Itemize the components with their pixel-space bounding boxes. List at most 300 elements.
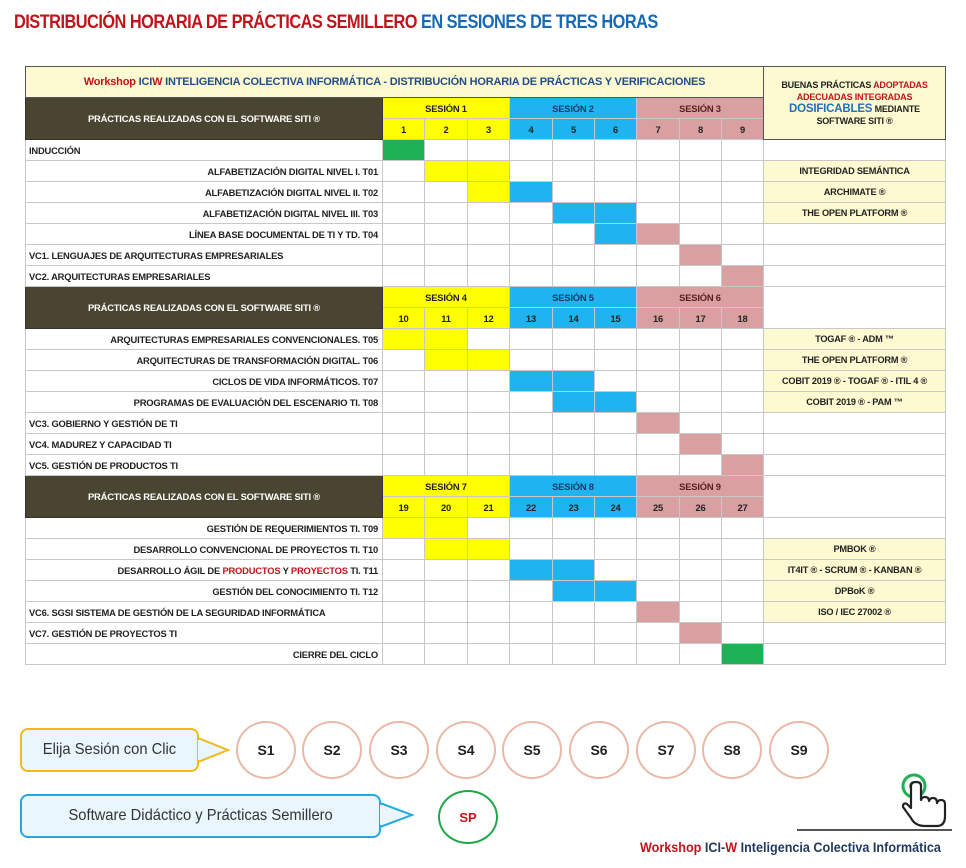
activity-label: INDUCCIÓN <box>26 140 383 161</box>
session-hour-number: 16 <box>637 308 680 329</box>
activity-label: DESARROLLO CONVENCIONAL DE PROYECTOS TI. T10 <box>26 539 383 560</box>
schedule-cell <box>722 518 764 539</box>
table-row <box>26 413 946 434</box>
schedule-cell <box>680 413 722 434</box>
callout-arrow-icon <box>380 801 420 831</box>
schedule-cell <box>510 518 553 539</box>
session-hour-number: 9 <box>722 119 764 140</box>
schedule-cell <box>680 266 722 287</box>
schedule-cell <box>595 413 637 434</box>
schedule-cell <box>510 644 553 665</box>
schedule-cell <box>425 266 468 287</box>
schedule-cell <box>468 266 510 287</box>
schedule-cell <box>637 371 680 392</box>
schedule-cell <box>510 623 553 644</box>
schedule-cell <box>680 518 722 539</box>
schedule-cell <box>722 161 764 182</box>
schedule-cell <box>722 392 764 413</box>
table-row <box>26 623 946 644</box>
schedule-cell <box>595 203 637 224</box>
best-practice-cell: COBIT 2019 ® - PAM ™ <box>764 392 946 413</box>
session-button-s7[interactable]: S7 <box>636 721 696 779</box>
schedule-cell <box>383 581 425 602</box>
table-title-ici: ICIW <box>138 76 163 88</box>
schedule-cell <box>425 413 468 434</box>
schedule-cell <box>383 329 425 350</box>
schedule-cell <box>425 329 468 350</box>
session-hour-number: 26 <box>680 497 722 518</box>
schedule-cell <box>468 182 510 203</box>
best-practice-cell <box>764 476 946 518</box>
table-row <box>26 203 946 224</box>
session-header: SESIÓN 8 <box>510 476 637 497</box>
table-row <box>26 392 946 413</box>
best-practice-cell <box>764 434 946 455</box>
schedule-cell <box>722 182 764 203</box>
schedule-cell <box>383 161 425 182</box>
schedule-cell <box>595 518 637 539</box>
schedule-cell <box>722 644 764 665</box>
best-practices-header: BUENAS PRÁCTICAS ADOPTADAS ADECUADAS INTEGRADAS DOSIFICABLES MEDIANTE SOFTWARE SITI ® <box>764 67 946 140</box>
schedule-cell <box>553 245 595 266</box>
session-hour-number: 20 <box>425 497 468 518</box>
schedule-cell <box>383 350 425 371</box>
schedule-cell <box>637 350 680 371</box>
schedule-cell <box>383 602 425 623</box>
session-header: SESIÓN 3 <box>637 98 764 119</box>
schedule-cell <box>637 602 680 623</box>
schedule-cell <box>468 518 510 539</box>
activity-label: VC7. GESTIÓN DE PROYECTOS TI <box>26 623 383 644</box>
table-title-rest: INTELIGENCIA COLECTIVA INFORMÁTICA - DISTRIBUCIÓN HORARIA DE PRÁCTICAS Y VERIFICACIONES <box>165 76 706 88</box>
session-button-s6[interactable]: S6 <box>569 721 629 779</box>
session-hour-number: 13 <box>510 308 553 329</box>
schedule-cell <box>510 140 553 161</box>
schedule-cell <box>553 518 595 539</box>
schedule-cell <box>553 224 595 245</box>
session-button-s9[interactable]: S9 <box>769 721 829 779</box>
schedule-cell <box>510 329 553 350</box>
activity-label: PROGRAMAS DE EVALUACIÓN DEL ESCENARIO TI. T08 <box>26 392 383 413</box>
schedule-cell <box>680 455 722 476</box>
page-title <box>14 12 658 34</box>
schedule-cell <box>553 329 595 350</box>
schedule-cell <box>510 203 553 224</box>
session-hour-number: 19 <box>383 497 425 518</box>
activity-label: GESTIÓN DEL CONOCIMIENTO TI. T12 <box>26 581 383 602</box>
schedule-cell <box>637 161 680 182</box>
schedule-cell <box>722 140 764 161</box>
schedule-cell <box>637 518 680 539</box>
best-practice-cell: DPBoK ® <box>764 581 946 602</box>
title-part-red: DISTRIBUCIÓN HORARIA DE PRÁCTICAS SEMILLERO <box>14 12 417 33</box>
schedule-cell <box>468 392 510 413</box>
schedule-cell <box>722 371 764 392</box>
activity-label: ALFABETIZACIÓN DIGITAL NIVEL I. T01 <box>26 161 383 182</box>
schedule-cell <box>468 581 510 602</box>
table-row <box>26 518 946 539</box>
session-hour-number: 7 <box>637 119 680 140</box>
schedule-cell <box>510 539 553 560</box>
session-header: SESIÓN 2 <box>510 98 637 119</box>
schedule-cell <box>383 413 425 434</box>
schedule-cell <box>637 581 680 602</box>
activity-label: VC6. SGSI SISTEMA DE GESTIÓN DE LA SEGURIDAD INFORMÁTICA <box>26 602 383 623</box>
schedule-cell <box>553 392 595 413</box>
session-button-s8[interactable]: S8 <box>702 721 762 779</box>
schedule-cell <box>680 539 722 560</box>
schedule-cell <box>637 203 680 224</box>
schedule-cell <box>510 161 553 182</box>
best-practice-cell: INTEGRIDAD SEMÁNTICA <box>764 161 946 182</box>
schedule-cell <box>468 245 510 266</box>
schedule-cell <box>553 371 595 392</box>
schedule-cell <box>637 392 680 413</box>
schedule-cell <box>425 161 468 182</box>
schedule-cell <box>680 161 722 182</box>
schedule-cell <box>383 182 425 203</box>
schedule-cell <box>425 518 468 539</box>
schedule-cell <box>680 623 722 644</box>
schedule-cell <box>383 560 425 581</box>
schedule-cell <box>425 245 468 266</box>
session-hour-number: 8 <box>680 119 722 140</box>
schedule-cell <box>722 203 764 224</box>
schedule-cell <box>553 434 595 455</box>
schedule-cell <box>680 140 722 161</box>
schedule-cell <box>722 560 764 581</box>
schedule-cell <box>722 329 764 350</box>
session-button-s3[interactable]: S3 <box>369 721 429 779</box>
best-practice-cell: THE OPEN PLATFORM ® <box>764 350 946 371</box>
best-practice-cell <box>764 140 946 161</box>
schedule-cell <box>425 224 468 245</box>
session-button-s4[interactable]: S4 <box>436 721 496 779</box>
schedule-cell <box>680 350 722 371</box>
schedule-cell <box>637 140 680 161</box>
schedule-cell <box>637 455 680 476</box>
schedule-cell <box>637 539 680 560</box>
schedule-cell <box>383 203 425 224</box>
activity-label: GESTIÓN DE REQUERIMIENTOS TI. T09 <box>26 518 383 539</box>
schedule-cell <box>722 623 764 644</box>
choose-session-callout <box>20 728 199 772</box>
section-label: PRÁCTICAS REALIZADAS CON EL SOFTWARE SITI ® <box>26 287 383 329</box>
schedule-cell <box>595 560 637 581</box>
schedule-cell <box>425 623 468 644</box>
schedule-cell <box>680 560 722 581</box>
session-header: SESIÓN 5 <box>510 287 637 308</box>
activity-label: ARQUITECTURAS EMPRESARIALES CONVENCIONALES. T05 <box>26 329 383 350</box>
schedule-table <box>25 66 946 665</box>
session-hour-number: 21 <box>468 497 510 518</box>
schedule-cell <box>553 350 595 371</box>
table-row <box>26 455 946 476</box>
best-practice-cell: TOGAF ® - ADM ™ <box>764 329 946 350</box>
schedule-cell <box>468 644 510 665</box>
schedule-cell <box>595 182 637 203</box>
schedule-cell <box>425 392 468 413</box>
table-row <box>26 350 946 371</box>
schedule-cell <box>637 182 680 203</box>
table-title <box>26 67 764 98</box>
best-practice-cell: IT4IT ® - SCRUM ® - KANBAN ® <box>764 560 946 581</box>
schedule-cell <box>680 329 722 350</box>
session-header: SESIÓN 1 <box>383 98 510 119</box>
schedule-cell <box>595 350 637 371</box>
schedule-cell <box>510 266 553 287</box>
schedule-cell <box>637 644 680 665</box>
schedule-cell <box>637 266 680 287</box>
schedule-cell <box>383 434 425 455</box>
schedule-cell <box>510 371 553 392</box>
schedule-cell <box>595 623 637 644</box>
best-practice-cell <box>764 518 946 539</box>
session-hour-number: 22 <box>510 497 553 518</box>
table-row <box>26 581 946 602</box>
schedule-cell <box>722 581 764 602</box>
schedule-cell <box>722 455 764 476</box>
activity-label: ALFABETIZACIÓN DIGITAL NIVEL III. T03 <box>26 203 383 224</box>
schedule-cell <box>595 224 637 245</box>
schedule-cell <box>553 581 595 602</box>
schedule-cell <box>595 434 637 455</box>
session-hour-number: 25 <box>637 497 680 518</box>
hand-pointer-icon <box>897 772 953 830</box>
schedule-cell <box>425 434 468 455</box>
schedule-cell <box>425 203 468 224</box>
schedule-cell <box>425 539 468 560</box>
schedule-cell <box>637 623 680 644</box>
schedule-cell <box>553 455 595 476</box>
software-text: Software Didáctico y Prácticas Semillero <box>68 807 333 824</box>
schedule-cell <box>595 539 637 560</box>
schedule-cell <box>468 413 510 434</box>
schedule-cell <box>722 350 764 371</box>
schedule-cell <box>510 224 553 245</box>
schedule-cell <box>553 140 595 161</box>
activity-label: VC5. GESTIÓN DE PRODUCTOS TI <box>26 455 383 476</box>
schedule-cell <box>553 203 595 224</box>
schedule-cell <box>510 434 553 455</box>
table-row <box>26 539 946 560</box>
schedule-cell <box>553 539 595 560</box>
schedule-cell <box>425 581 468 602</box>
schedule-cell <box>468 455 510 476</box>
schedule-cell <box>510 581 553 602</box>
schedule-cell <box>468 560 510 581</box>
schedule-cell <box>595 329 637 350</box>
best-practice-cell: ARCHIMATE ® <box>764 182 946 203</box>
schedule-cell <box>383 140 425 161</box>
sp-button[interactable]: SP <box>438 790 498 844</box>
schedule-cell <box>468 161 510 182</box>
footer-divider <box>797 829 952 831</box>
schedule-cell <box>510 245 553 266</box>
schedule-cell <box>595 371 637 392</box>
schedule-cell <box>425 560 468 581</box>
best-practice-cell: COBIT 2019 ® - TOGAF ® - ITIL 4 ® <box>764 371 946 392</box>
schedule-cell <box>553 266 595 287</box>
table-row <box>26 560 946 581</box>
best-practice-cell <box>764 623 946 644</box>
session-hour-number: 10 <box>383 308 425 329</box>
session-hour-number: 14 <box>553 308 595 329</box>
table-row <box>26 182 946 203</box>
schedule-cell <box>468 371 510 392</box>
schedule-cell <box>680 224 722 245</box>
schedule-cell <box>722 413 764 434</box>
activity-label: CIERRE DEL CICLO <box>26 644 383 665</box>
schedule-cell <box>553 413 595 434</box>
table-row <box>26 224 946 245</box>
table-title-workshop: Workshop <box>83 76 136 88</box>
schedule-cell <box>637 413 680 434</box>
best-practice-cell <box>764 224 946 245</box>
schedule-cell <box>680 602 722 623</box>
activity-label: CICLOS DE VIDA INFORMÁTICOS. T07 <box>26 371 383 392</box>
session-hour-number: 15 <box>595 308 637 329</box>
session-button-s5[interactable]: S5 <box>502 721 562 779</box>
schedule-cell <box>468 350 510 371</box>
table-row <box>26 329 946 350</box>
activity-label: LÍNEA BASE DOCUMENTAL DE TI Y TD. T04 <box>26 224 383 245</box>
schedule-cell <box>383 623 425 644</box>
schedule-cell <box>468 203 510 224</box>
schedule-cell <box>468 602 510 623</box>
session-hour-number: 18 <box>722 308 764 329</box>
schedule-cell <box>637 560 680 581</box>
activity-label: VC1. LENGUAJES DE ARQUITECTURAS EMPRESARIALES <box>26 245 383 266</box>
schedule-cell <box>722 245 764 266</box>
schedule-cell <box>637 224 680 245</box>
schedule-cell <box>553 602 595 623</box>
schedule-cell <box>553 623 595 644</box>
best-practice-cell <box>764 266 946 287</box>
schedule-cell <box>383 371 425 392</box>
schedule-cell <box>680 203 722 224</box>
title-part-blue: EN SESIONES DE TRES HORAS <box>420 12 658 33</box>
session-hour-number: 17 <box>680 308 722 329</box>
schedule-cell <box>425 182 468 203</box>
schedule-cell <box>425 350 468 371</box>
session-hour-number: 1 <box>383 119 425 140</box>
schedule-cell <box>722 434 764 455</box>
schedule-cell <box>595 644 637 665</box>
schedule-cell <box>680 371 722 392</box>
schedule-cell <box>722 602 764 623</box>
schedule-cell <box>425 455 468 476</box>
schedule-cell <box>383 539 425 560</box>
table-row <box>26 644 946 665</box>
table-row <box>26 245 946 266</box>
best-practice-cell <box>764 245 946 266</box>
session-hour-number: 24 <box>595 497 637 518</box>
session-hour-number: 12 <box>468 308 510 329</box>
schedule-cell <box>595 581 637 602</box>
schedule-cell <box>510 413 553 434</box>
software-callout <box>20 794 381 838</box>
schedule-cell <box>595 266 637 287</box>
callout-arrow-icon <box>198 736 238 766</box>
schedule-cell <box>680 581 722 602</box>
session-header: SESIÓN 4 <box>383 287 510 308</box>
schedule-cell <box>680 182 722 203</box>
schedule-cell <box>383 245 425 266</box>
activity-label: ALFABETIZACIÓN DIGITAL NIVEL II. T02 <box>26 182 383 203</box>
best-practice-cell <box>764 287 946 329</box>
schedule-cell <box>595 161 637 182</box>
footer-rest: Inteligencia Colectiva Informática <box>740 839 941 855</box>
session-hour-number: 4 <box>510 119 553 140</box>
schedule-cell <box>425 602 468 623</box>
schedule-cell <box>468 329 510 350</box>
schedule-cell <box>383 224 425 245</box>
session-header: SESIÓN 6 <box>637 287 764 308</box>
table-row <box>26 140 946 161</box>
best-practice-cell: ISO / IEC 27002 ® <box>764 602 946 623</box>
session-hour-number: 27 <box>722 497 764 518</box>
schedule-cell <box>553 182 595 203</box>
schedule-cell <box>510 560 553 581</box>
schedule-cell <box>680 434 722 455</box>
schedule-cell <box>595 140 637 161</box>
choose-session-text: Elija Sesión con Clic <box>42 741 177 758</box>
session-header: SESIÓN 9 <box>637 476 764 497</box>
schedule-cell <box>425 371 468 392</box>
table-row <box>26 266 946 287</box>
activity-label: DESARROLLO ÁGIL DE PRODUCTOS Y PROYECTOS TI. T11 <box>26 560 383 581</box>
schedule-cell <box>637 329 680 350</box>
schedule-cell <box>425 140 468 161</box>
schedule-cell <box>510 350 553 371</box>
session-hour-number: 23 <box>553 497 595 518</box>
session-hour-number: 2 <box>425 119 468 140</box>
best-practice-cell: THE OPEN PLATFORM ® <box>764 203 946 224</box>
schedule-cell <box>383 518 425 539</box>
schedule-cell <box>553 644 595 665</box>
schedule-cell <box>680 644 722 665</box>
footer-ici: ICI-W <box>704 839 738 855</box>
best-practice-cell: PMBOK ® <box>764 539 946 560</box>
activity-label: VC3. GOBIERNO Y GESTIÓN DE TI <box>26 413 383 434</box>
activity-label: VC4. MADUREZ Y CAPACIDAD TI <box>26 434 383 455</box>
section-label: PRÁCTICAS REALIZADAS CON EL SOFTWARE SITI ® <box>26 98 383 140</box>
activity-label: ARQUITECTURAS DE TRANSFORMACIÓN DIGITAL. T06 <box>26 350 383 371</box>
schedule-cell <box>383 392 425 413</box>
schedule-cell <box>595 245 637 266</box>
schedule-cell <box>722 224 764 245</box>
session-button-s2[interactable]: S2 <box>302 721 362 779</box>
schedule-cell <box>680 245 722 266</box>
session-header: SESIÓN 7 <box>383 476 510 497</box>
schedule-cell <box>510 602 553 623</box>
schedule-cell <box>468 539 510 560</box>
schedule-cell <box>510 182 553 203</box>
session-hour-number: 6 <box>595 119 637 140</box>
schedule-cell <box>383 266 425 287</box>
table-row <box>26 434 946 455</box>
schedule-cell <box>468 140 510 161</box>
schedule-cell <box>595 392 637 413</box>
session-button-s1[interactable]: S1 <box>236 721 296 779</box>
schedule-cell <box>468 434 510 455</box>
schedule-cell <box>510 455 553 476</box>
best-practice-cell <box>764 644 946 665</box>
session-hour-number: 11 <box>425 308 468 329</box>
schedule-cell <box>680 392 722 413</box>
session-hour-number: 3 <box>468 119 510 140</box>
